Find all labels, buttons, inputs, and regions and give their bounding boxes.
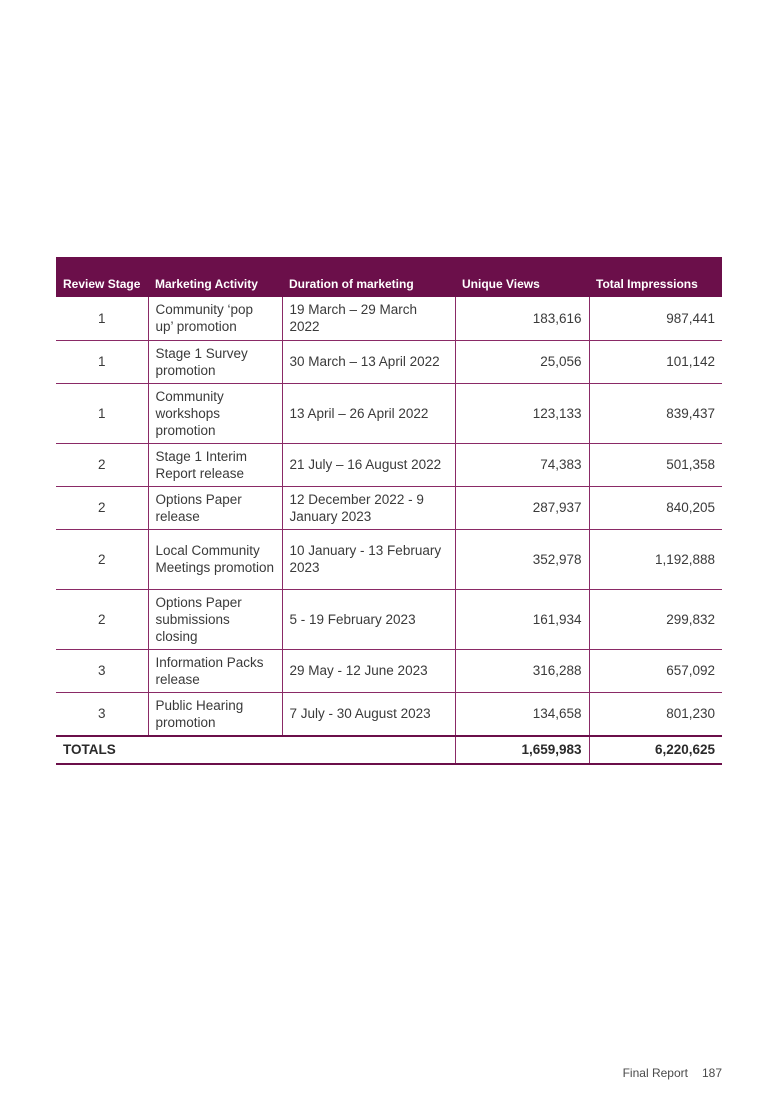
cell-duration: 30 March – 13 April 2022 [282, 340, 455, 383]
table-row [56, 340, 722, 383]
marketing-table [56, 257, 722, 765]
cell-stage: 1 [56, 383, 148, 443]
header-unique-views: Unique Views [455, 257, 589, 297]
cell-activity: Stage 1 Survey promotion [148, 340, 282, 383]
cell-stage: 3 [56, 692, 148, 736]
cell-duration: 21 July – 16 August 2022 [282, 443, 455, 486]
page-number: 187 [701, 1066, 722, 1080]
cell-duration: 10 January - 13 February 2023 [282, 529, 455, 589]
cell-views: 287,937 [455, 486, 589, 529]
page-footer [623, 1066, 722, 1080]
table-row [56, 486, 722, 529]
cell-activity: Options Paper submissions closing [148, 589, 282, 649]
header-marketing-activity: Marketing Activity [148, 257, 282, 297]
cell-impressions: 987,441 [589, 297, 722, 340]
cell-stage: 2 [56, 529, 148, 589]
cell-stage: 1 [56, 340, 148, 383]
cell-impressions: 101,142 [589, 340, 722, 383]
table-row [56, 297, 722, 340]
cell-activity: Public Hearing promotion [148, 692, 282, 736]
header-total-impressions: Total Impressions [589, 257, 722, 297]
table-row [56, 443, 722, 486]
footer-report-label: Final Report [622, 1066, 688, 1080]
cell-activity: Community ‘pop up’ promotion [148, 297, 282, 340]
totals-views: 1,659,983 [455, 736, 589, 764]
cell-activity: Local Community Meetings promotion [148, 529, 282, 589]
table-row [56, 589, 722, 649]
table-row [56, 649, 722, 692]
cell-stage: 2 [56, 443, 148, 486]
cell-views: 25,056 [455, 340, 589, 383]
cell-impressions: 801,230 [589, 692, 722, 736]
cell-impressions: 501,358 [589, 443, 722, 486]
cell-duration: 7 July - 30 August 2023 [282, 692, 455, 736]
cell-views: 134,658 [455, 692, 589, 736]
cell-activity: Information Packs release [148, 649, 282, 692]
totals-impressions: 6,220,625 [589, 736, 722, 764]
cell-impressions: 839,437 [589, 383, 722, 443]
cell-stage: 3 [56, 649, 148, 692]
header-review-stage: Review Stage [56, 257, 148, 297]
cell-duration: 5 - 19 February 2023 [282, 589, 455, 649]
cell-impressions: 299,832 [589, 589, 722, 649]
cell-activity: Community workshops promotion [148, 383, 282, 443]
totals-row [56, 736, 722, 764]
cell-views: 183,616 [455, 297, 589, 340]
cell-views: 161,934 [455, 589, 589, 649]
cell-duration: 29 May - 12 June 2023 [282, 649, 455, 692]
table-row [56, 692, 722, 736]
cell-views: 123,133 [455, 383, 589, 443]
cell-duration: 19 March – 29 March 2022 [282, 297, 455, 340]
cell-stage: 2 [56, 589, 148, 649]
cell-duration: 12 December 2022 - 9 January 2023 [282, 486, 455, 529]
cell-impressions: 840,205 [589, 486, 722, 529]
cell-views: 352,978 [455, 529, 589, 589]
table-row [56, 383, 722, 443]
cell-activity: Stage 1 Interim Report release [148, 443, 282, 486]
cell-stage: 2 [56, 486, 148, 529]
cell-activity: Options Paper release [148, 486, 282, 529]
cell-impressions: 1,192,888 [589, 529, 722, 589]
cell-views: 74,383 [455, 443, 589, 486]
cell-stage: 1 [56, 297, 148, 340]
cell-duration: 13 April – 26 April 2022 [282, 383, 455, 443]
totals-label: TOTALS [56, 736, 455, 764]
table-row [56, 529, 722, 589]
cell-views: 316,288 [455, 649, 589, 692]
cell-impressions: 657,092 [589, 649, 722, 692]
header-duration: Duration of marketing [282, 257, 455, 297]
table-header-row [56, 257, 722, 297]
